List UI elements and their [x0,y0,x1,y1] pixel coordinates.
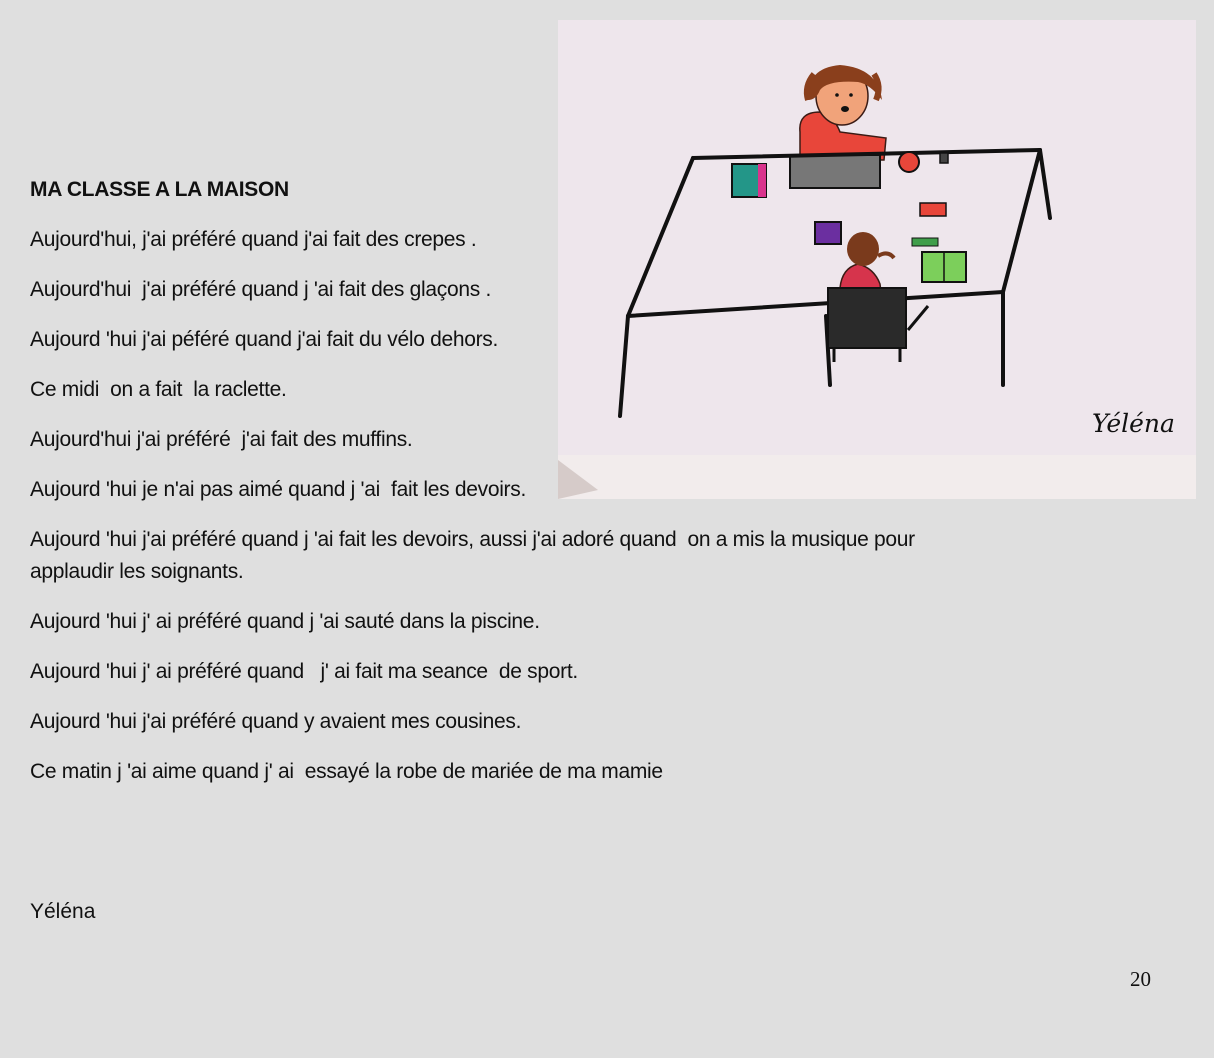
page-number: 20 [1130,967,1151,991]
drawing-signature: Yéléna [1092,409,1175,438]
journal-line: Aujourd'hui, j'ai préféré quand j'ai fait des crepes . [30,228,477,251]
journal-line: Aujourd 'hui je n'ai pas aimé quand j 'ai fait les devoirs. [30,478,526,501]
journal-line: Aujourd'hui j'ai préféré j'ai fait des muffins. [30,428,413,451]
journal-line: Aujourd 'hui j' ai préféré quand j 'ai sauté dans la piscine. [30,610,540,633]
journal-line: Ce matin j 'ai aime quand j' ai essayé la robe de mariée de ma mamie [30,760,663,783]
phone [940,153,948,163]
journal-line: Aujourd 'hui j'ai préféré quand j 'ai fait les devoirs, aussi j'ai adoré quand on a mis la musique pour applaudir les soignants. [30,528,921,583]
journal-line: Aujourd 'hui j'ai péféré quand j'ai fait du vélo dehors. [30,328,499,351]
journal-line: Ce midi on a fait la raclette. [30,378,287,401]
mug [899,152,919,172]
author-name: Yéléna [30,900,96,923]
journal-text [30,174,930,806]
page-title: MA CLASSE A LA MAISON [30,178,289,201]
journal-line: Aujourd'hui j'ai préféré quand j 'ai fait des glaçons . [30,278,492,301]
journal-line: Aujourd 'hui j'ai préféré quand y avaient mes cousines. [30,710,522,733]
journal-line: Aujourd 'hui j' ai préféré quand j' ai fait ma seance de sport. [30,660,578,683]
